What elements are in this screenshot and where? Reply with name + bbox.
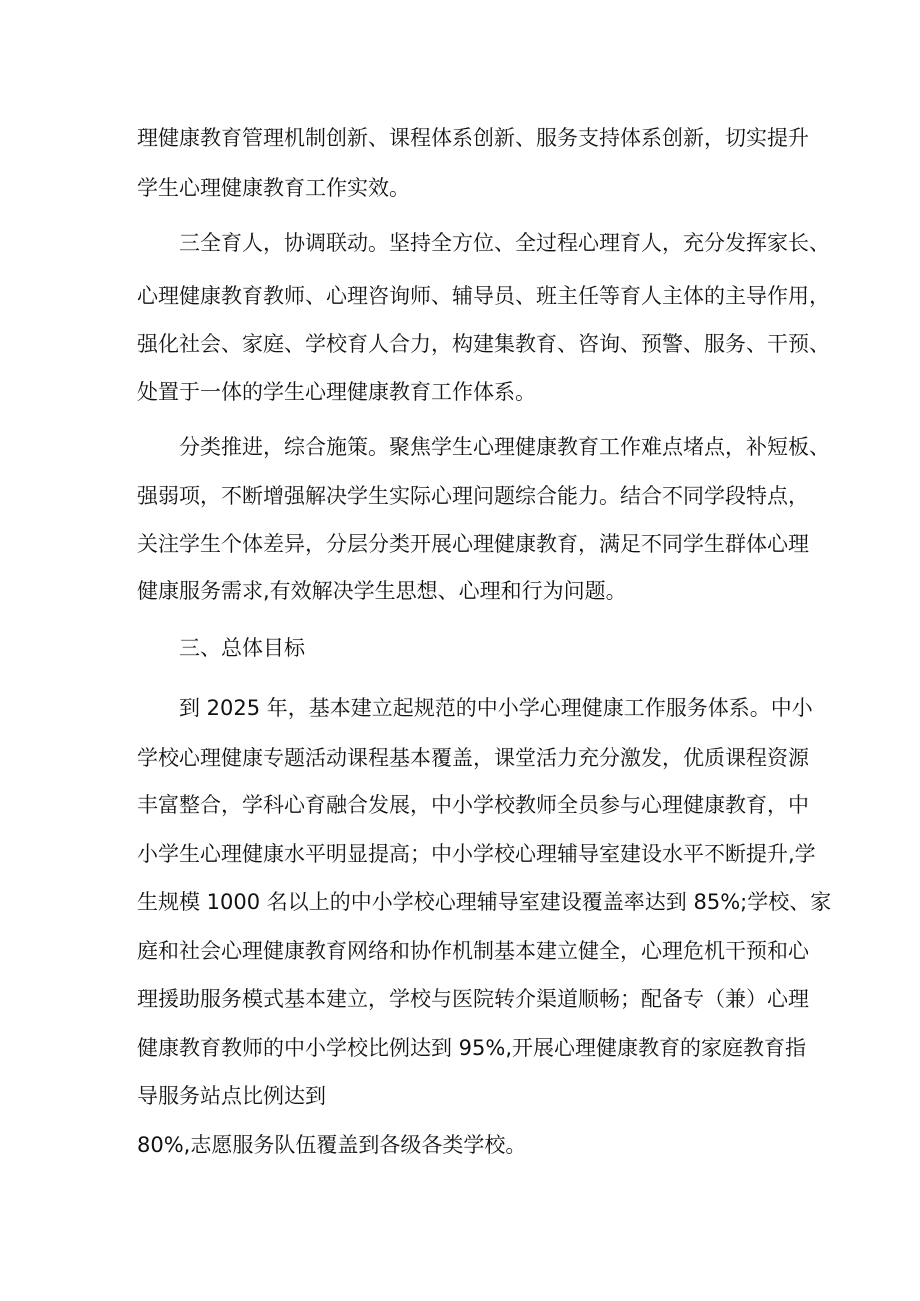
text-line: 心理健康教育教师、心理咨询师、辅导员、班主任等育人主体的主导作用， bbox=[137, 284, 830, 308]
text-line: 庭和社会心理健康教育网络和协作机制基本建立健全，心理危机干预和心 bbox=[137, 939, 809, 963]
text-line: 导服务站点比例达到 bbox=[137, 1084, 326, 1108]
text-line: 丰富整合，学科心育融合发展，中小学校教师全员参与心理健康教育，中 bbox=[137, 793, 809, 817]
text-line: 强弱项，不断增强解决学生实际心理问题综合能力。结合不同学段特点， bbox=[137, 484, 809, 508]
text-line: 健康服务需求,有效解决学生思想、心理和行为问题。 bbox=[137, 579, 627, 603]
text-line: 理健康教育管理机制创新、课程体系创新、服务支持体系创新，切实提升 bbox=[137, 126, 809, 150]
paragraph-first-line: 到 2025 年，基本建立起规范的中小学心理健康工作服务体系。中小 bbox=[179, 696, 813, 720]
text-line: 强化社会、家庭、学校育人合力，构建集教育、咨询、预警、服务、干预、 bbox=[137, 332, 830, 356]
text-line: 健康教育教师的中小学校比例达到 95%,开展心理健康教育的家庭教育指 bbox=[137, 1036, 807, 1060]
text-line: 学校心理健康专题活动课程基本覆盖，课堂活力充分激发，优质课程资源 bbox=[137, 746, 809, 770]
paragraph-first-line: 三全育人，协调联动。坚持全方位、全过程心理育人，充分发挥家长、 bbox=[179, 231, 830, 255]
text-line: 处置于一体的学生心理健康教育工作体系。 bbox=[137, 380, 536, 404]
text-line: 学生心理健康教育工作实效。 bbox=[137, 176, 410, 200]
text-line: 小学生心理健康水平明显提高；中小学校心理辅导室建设水平不断提升,学 bbox=[137, 842, 816, 866]
text-line: 理援助服务模式基本建立，学校与医院转介渠道顺畅；配备专（兼）心理 bbox=[137, 987, 809, 1011]
text-line: 关注学生个体差异，分层分类开展心理健康教育，满足不同学生群体心理 bbox=[137, 532, 809, 556]
section-heading: 三、总体目标 bbox=[179, 636, 305, 660]
paragraph-first-line: 分类推进，综合施策。聚焦学生心理健康教育工作难点堵点，补短板、 bbox=[179, 435, 830, 459]
text-line: 80%,志愿服务队伍覆盖到各级各类学校。 bbox=[137, 1133, 527, 1157]
text-line: 生规模 1000 名以上的中小学校心理辅导室建设覆盖率达到 85%;学校、家 bbox=[137, 890, 832, 914]
